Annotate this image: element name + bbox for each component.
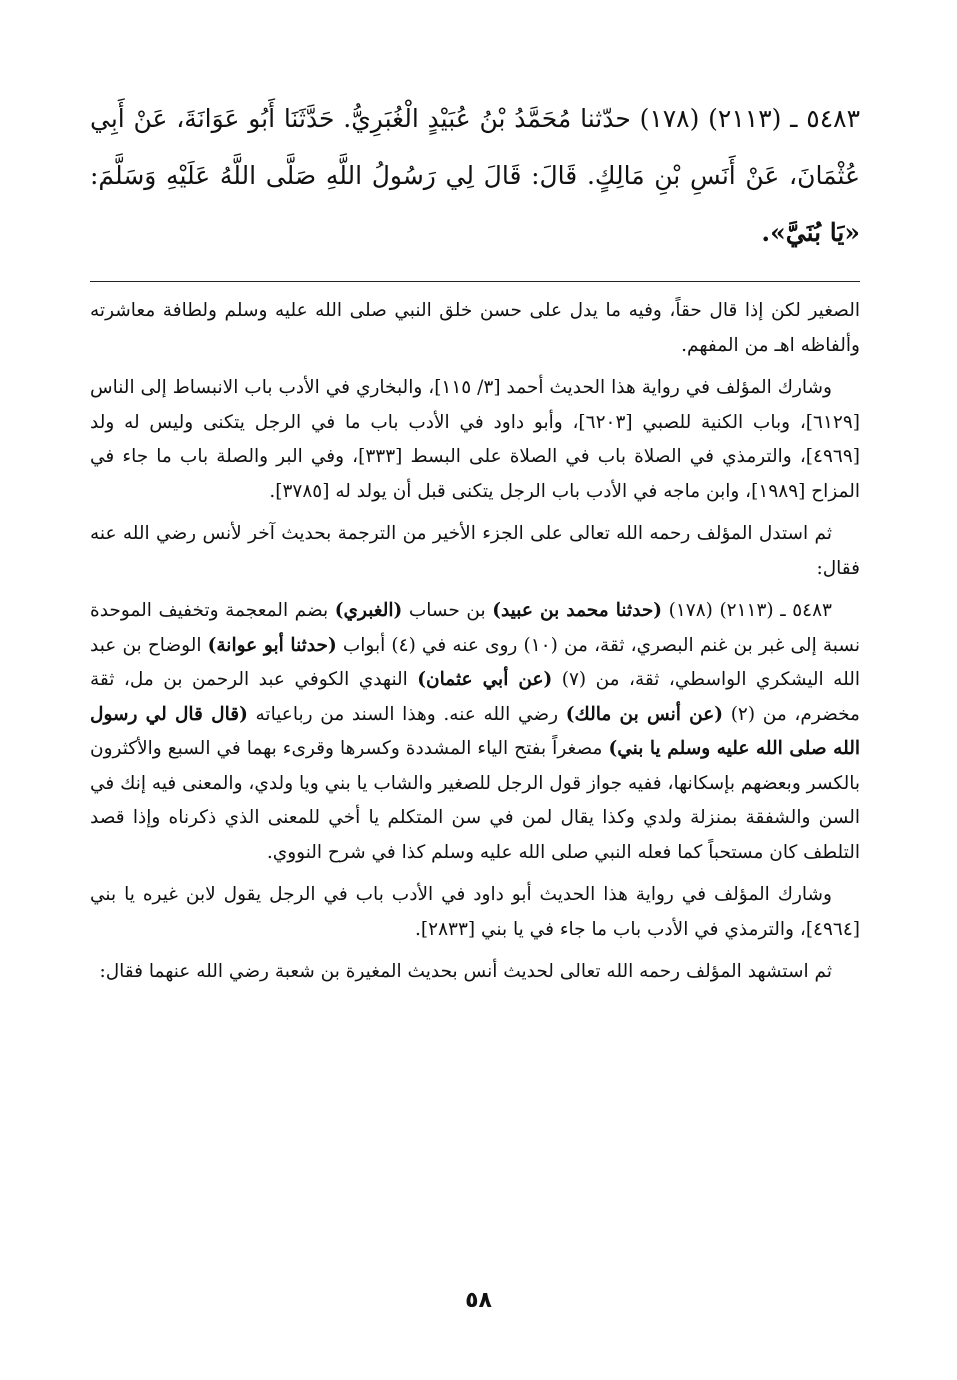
hadith-quote: «يَا بُنَيَّ». bbox=[761, 218, 860, 247]
p4-bold-1: (حدثنا محمد بن عبيد) bbox=[492, 600, 663, 621]
commentary-paragraph-5: وشارك المؤلف في رواية هذا الحديث أبو داود في الأدب باب في الرجل يقول لابن غيره يا بني [٤٩٦٤]، والترمذي في الأدب باب ما جاء في يا بني [٢٨٣٣]. bbox=[90, 884, 860, 940]
commentary-paragraph-3: ثم استدل المؤلف رحمه الله تعالى على الجزء الأخير من الترجمة بحديث آخر لأنس رضي الله عنه فقال: bbox=[90, 523, 860, 579]
commentary-paragraph-6: ثم استشهد المؤلف رحمه الله تعالى لحديث أنس بحديث المغيرة بن شعبة رضي الله عنهما فقال: bbox=[99, 961, 832, 982]
p4-bold-4: (عن أبي عثمان) bbox=[417, 669, 553, 690]
p4-text-1: ٥٤٨٣ ـ (٢١١٣) (١٧٨) bbox=[668, 600, 832, 621]
p4-text-2: بن حساب bbox=[408, 600, 486, 621]
page-number: ٥٨ bbox=[465, 1288, 492, 1313]
p4-text-6: رضي الله عنه. وهذا السند من رباعياته bbox=[255, 703, 559, 725]
p4-bold-6: (قال قال لي رسول الله صلى الله عليه وسلم يا بني) bbox=[90, 703, 860, 759]
p4-bold-3: (حدثنا أبو عوانة) bbox=[207, 634, 337, 656]
commentary-paragraph-4 bbox=[90, 594, 860, 870]
hadith-text bbox=[90, 90, 860, 261]
p4-text-3: بضم المعجمة وتخفيف الموحدة نسبة إلى غبر بن غنم البصري، ثقة، من (١٠) روى عنه في (٤) أبواب bbox=[90, 600, 861, 656]
page-body bbox=[90, 90, 860, 998]
p4-bold-5: (عن أنس بن مالك) bbox=[565, 703, 724, 725]
hadith-main: ٥٤٨٣ ـ (٢١١٣) (١٧٨) حدّثنا مُحَمَّدُ بْنُ عُبَيْدٍ الْغُبَرِيُّ. حَدَّثَنَا أَبُو عَوَانَةَ، عَنْ أَبِي عُثْمَانَ، عَنْ أَنَسِ بْنِ مَالِكٍ. قَالَ: قَالَ لِي رَسُولُ اللَّهِ صَلَّى اللَّهُ عَلَيْهِ وَسَلَّمَ: bbox=[90, 104, 860, 190]
footnote-divider bbox=[90, 281, 860, 282]
p4-text-7: مصغراً بفتح الياء المشددة وكسرها وقرىء بهما في السبع والأكثرون بالكسر وبعضهم بإسكانها، ففيه جواز قول الرجل للصغير والشاب يا بني ويا ولدي، والمعنى فيه إنك في السن والشفقة بمنزلة ولدي وكذا يقال لمن في سن المتكلم يا أخي للمعنى الذي ذكرناه وإذا قصد التلطف كان مستحباً كما فعله النبي صلى الله عليه وسلم كذا في شرح النووي. bbox=[90, 738, 860, 863]
p4-text-4: الوضاح بن عبد الله اليشكري الواسطي، ثقة، من (٧) bbox=[90, 634, 860, 690]
p4-bold-2: (الغبري) bbox=[334, 600, 403, 621]
commentary-paragraph-2: وشارك المؤلف في رواية هذا الحديث أحمد [٣/ ١١٥]، والبخاري في الأدب باب الانبساط إلى الناس [٦١٢٩]، وباب الكنية للصبي [٦٢٠٣]، وأبو داود في الأدب باب ما في الرجل يتكنى وليس له ولد [٤٩٦٩]، والترمذي في الصلاة باب في الصلاة على البسط [٣٣٣]، وفي البر والصلة باب ما جاء في المزاح [١٩٨٩]، وابن ماجه في الأدب باب الرجل يتكنى قبل أن يولد له [٣٧٨٥]. bbox=[90, 377, 860, 502]
p4-text-5: النهدي الكوفي عبد الرحمن بن مل، ثقة مخضرم، من (٢) bbox=[90, 669, 860, 725]
commentary-paragraph-1: الصغير لكن إذا قال حقاً، وفيه ما يدل على حسن خلق النبي صلى الله عليه وسلم ولطافة معاشرته وألفاظه اهـ من المفهم. bbox=[90, 300, 860, 356]
